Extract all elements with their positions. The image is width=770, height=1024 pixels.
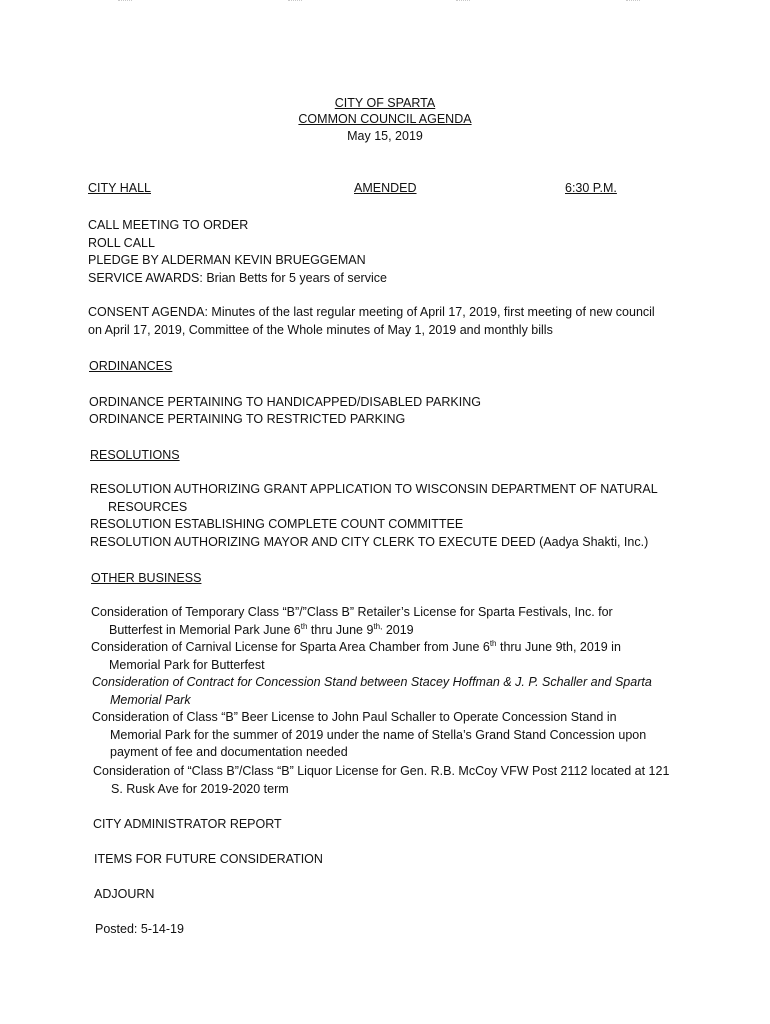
location-label: CITY HALL <box>88 181 151 195</box>
resolution-deed: RESOLUTION AUTHORIZING MAYOR AND CITY CLERK TO EXECUTE DEED (Aadya Shakti, Inc.) <box>90 535 649 549</box>
consent-agenda-line2: on April 17, 2019, Committee of the Whole minutes of May 1, 2019 and monthly bills <box>88 323 553 337</box>
future-consideration: ITEMS FOR FUTURE CONSIDERATION <box>94 852 323 866</box>
beer-license-line2: Memorial Park for the summer of 2019 under the name of Stella’s Grand Stand Concession upon <box>110 728 647 742</box>
beer-license-line1: Consideration of Class “B” Beer License to John Paul Schaller to Operate Concession Stand in <box>92 710 617 724</box>
resolution-grant-line1: RESOLUTION AUTHORIZING GRANT APPLICATION TO WISCONSIN DEPARTMENT OF NATURAL <box>90 482 658 496</box>
pledge: PLEDGE BY ALDERMAN KEVIN BRUEGGEMAN <box>88 253 366 267</box>
concession-contract-line2: Memorial Park <box>110 693 191 707</box>
adjourn: ADJOURN <box>94 887 155 901</box>
service-awards: SERVICE AWARDS: Brian Betts for 5 years of service <box>88 271 387 285</box>
resolutions-heading: RESOLUTIONS <box>90 448 180 462</box>
liquor-license-line1: Consideration of “Class B”/Class “B” Liquor License for Gen. R.B. McCoy VFW Post 2112 located at 121 <box>93 764 670 778</box>
carnival-license-line2: Memorial Park for Butterfest <box>109 658 265 672</box>
resolution-count-committee: RESOLUTION ESTABLISHING COMPLETE COUNT COMMITTEE <box>90 517 464 531</box>
posted-date: Posted: 5-14-19 <box>95 922 184 936</box>
ordinances-heading: ORDINANCES <box>89 359 173 373</box>
city-title: CITY OF SPARTA <box>334 96 436 110</box>
butterfest-license-line1: Consideration of Temporary Class “B”/”Class B” Retailer’s License for Sparta Festivals, Inc. for <box>91 605 613 619</box>
agenda-date: May 15, 2019 <box>347 129 423 143</box>
beer-license-line3: payment of fee and documentation needed <box>110 745 348 759</box>
roll-call: ROLL CALL <box>88 236 155 250</box>
liquor-license-line2: S. Rusk Ave for 2019-2020 term <box>111 782 289 796</box>
other-business-heading: OTHER BUSINESS <box>91 571 202 585</box>
carnival-license-line1: Consideration of Carnival License for Sparta Area Chamber from June 6th thru June 9th, 2019 in <box>91 638 621 654</box>
ordinance-item: ORDINANCE PERTAINING TO HANDICAPPED/DISABLED PARKING <box>89 395 481 409</box>
call-to-order: CALL MEETING TO ORDER <box>88 218 249 232</box>
ordinance-item: ORDINANCE PERTAINING TO RESTRICTED PARKING <box>89 412 406 426</box>
administrator-report: CITY ADMINISTRATOR REPORT <box>93 817 282 831</box>
consent-agenda-line1: CONSENT AGENDA: Minutes of the last regular meeting of April 17, 2019, first meeting of new council <box>88 305 655 319</box>
amended-label: AMENDED <box>354 181 417 195</box>
time-label: 6:30 P.M. <box>565 181 617 195</box>
concession-contract-line1: Consideration of Contract for Concession Stand between Stacey Hoffman & J. P. Schaller and Sparta <box>92 675 652 689</box>
butterfest-license-line2: Butterfest in Memorial Park June 6th thru June $9^{th,}$ 2019 <box>109 621 414 637</box>
resolution-grant-line2: RESOURCES <box>108 500 188 514</box>
agenda-title: COMMON COUNCIL AGENDA <box>298 112 472 126</box>
